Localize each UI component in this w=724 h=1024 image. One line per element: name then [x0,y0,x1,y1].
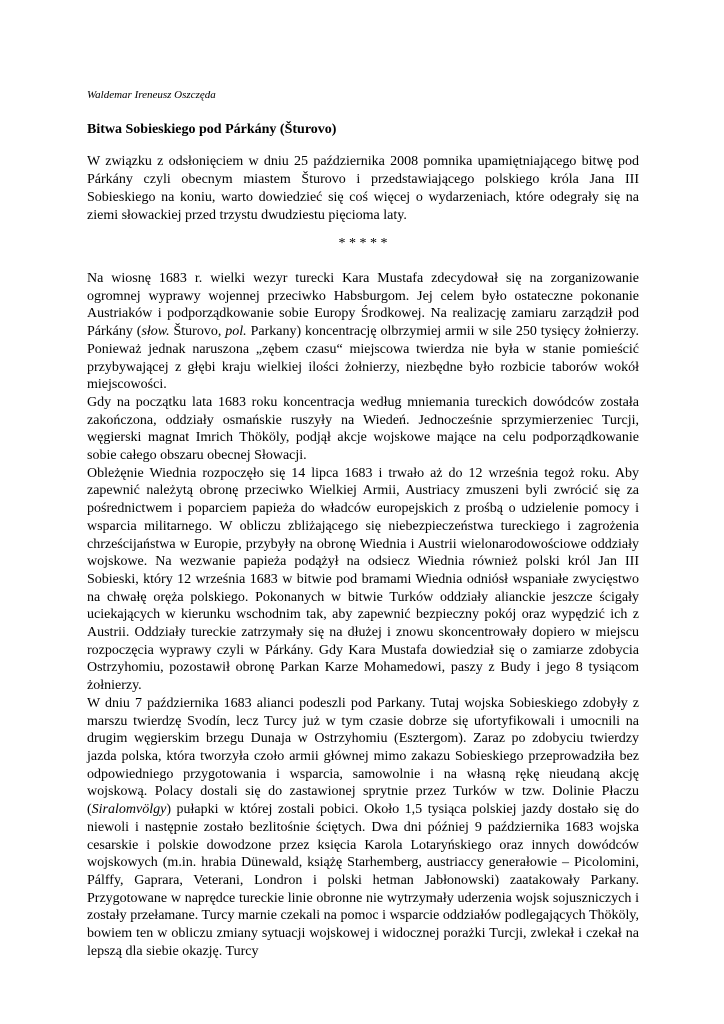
abbrev-slow: słow. [141,324,170,340]
section-separator: * * * * * [338,236,388,251]
paragraph-1-text-a: Na wiosnę 1683 r. wielki wezyr turecki Kara Mustafa zdecydował się na zorganizowanie ogromnej wyprawy wojennej przeciwko Habsburgom. Jej celem było ostateczne pokonanie Austriaków i podporządkowanie sobie Europy Środkowej. Na realizację zamiaru zarządził pod Párkány ( [87,271,639,340]
intro-paragraph: W związku z odsłonięciem w dniu 25 października 2008 pomnika upamiętniającego bitwę pod Párkány czyli obecnym miastem Šturovo i przedstawiającego polskiego króla Jana III Sobieskiego na koniu, warto dowiedzieć się coś więcej o wydarzeniach, które odegrały się na ziemi słowackiej przed trzystu dwudziestu pięcioma laty. [87,154,639,223]
paragraph-1-text-c: Parkany) koncentrację olbrzymiej armii w sile 250 tysięcy żołnierzy. Ponieważ jednak naruszona „zębem czasu“ miejscowa twierdza nie była w stanie pomieścić przybywającej z głębi kraju wielkiej ilości żołnierzy, niezbędne było rozbicie taborów wokół miejscowości. [87,324,639,393]
document-title: Bitwa Sobieskiego pod Párkány (Šturovo) [87,122,337,137]
document-body [87,270,639,960]
place-name-italic: Siralomvölgy [91,802,167,818]
paragraph-3: Obleżęnie Wiednia rozpoczęło się 14 lipca 1683 i trwało aż do 12 września tegoż roku. Aby zapewnić należytą obronę przeciwko Wielkiej Armii, Austriacy zmuszeni byli zwrócić się za pośrednictwem i poparciem papieża do władców europejskich z prośbą o udzielenie pomocy i wsparcia militarnego. W obliczu zbliżającego się niebezpieczeństwa tureckiego i zagrożenia chrześcijaństwa w Europie, przybyły na obronę Wiednia i Austrii wielonarodowościowe oddziały wojskowe. Na wezwanie papieża podążył na odsiecz Wiednia również polski król Jan III Sobieski, który 12 września 1683 w bitwie pod bramami Wiednia odniósł wspaniałe zwycięstwo na chwałę oręża polskiego. Pokonanych w bitwie Turków oddziały alianckie jeszcze ścigały uciekających w kierunku wschodnim tak, aby zapewnić bezpieczny pokój oraz wypędzić ich z Austrii. Oddziały tureckie zatrzymały się na dłużej i znowu skoncentrowały dopiero w miejscu rozpoczęcia wyprawy czyli w Párkány. Gdy Kara Mustafa dowiedział się o zamiarze zdobycia Ostrzyhomiu, pozostawił obronę Parkan Karze Mohamedowi, paszy z Budy i jego 8 tysiącom żołnierzy. [87,465,639,694]
paragraph-1 [87,270,639,394]
paragraph-1-text-b: Šturovo, [169,324,226,340]
author-name: Waldemar Ireneusz Oszczęda [87,89,216,101]
paragraph-2: Gdy na początku lata 1683 roku koncentracja według mniemania tureckich dowódców została zakończona, oddziały osmańskie ruszyły na Wiedeń. Jednocześnie sprzymierzeniec Turcji, węgierski magnat Imrich Thököly, podjął akcje wojskowe mające na celu podporządkowanie sobie całego obszaru obecnej Słowacji. [87,394,639,464]
abbrev-pol: pol. [225,324,247,340]
paragraph-4 [87,695,639,961]
paragraph-4-text-a: W dniu 7 października 1683 alianci podeszli pod Parkany. Tutaj wojska Sobieskiego zdobyły z marszu twierdzę Svodín, lecz Turcy już w tym czasie dobrze się ufortyfikowali i umocnili na drugim węgierskim brzegu Dunaja w Ostrzyhomiu (Esztergom). Zaraz po zdobyciu twierdzy jazda polska, która tworzyła czoło armii głównej mimo zakazu Sobieskiego przeprowadziła bez odpowiedniego przygotowania i wsparcia, samowolnie i na własną rękę nieudaną akcję wojskową. Polacy dostali się do zastawionej sprytnie przez Turków w tzw. Dolinie Płaczu ( [87,695,639,818]
paragraph-4-text-b: ) pułapki w której zostali pobici. Około 1,5 tysiąca polskiej jazdy dostało się do niewoli i następnie zostało bezlitośnie ściętych. Dwa dni później 9 października 1683 wojska cesarskie i polskie dowodzone przez księcia Karola Lotaryńskiego oraz innych dowódców wojskowych (m.in. hrabia Dünewald, książę Starhemberg, austriaccy generałowie – Picolomini, Pálffy, Gaprara, Veterani, Londron i polski hetman Jabłonowski) zaatakowały Parkany. Przygotowane w naprędce tureckie linie obronne nie wytrzymały uderzenia wojsk sojuszniczych i zostały przełamane. Turcy marnie czekali na pomoc i wsparcie oddziałów podlegających Thököly, bowiem ten w obliczu zmiany sytuacji wojskowej i widocznej porażki Turcji, zwlekał i czekał na lepszą dla siebie okazję. Turcy [87,802,639,959]
